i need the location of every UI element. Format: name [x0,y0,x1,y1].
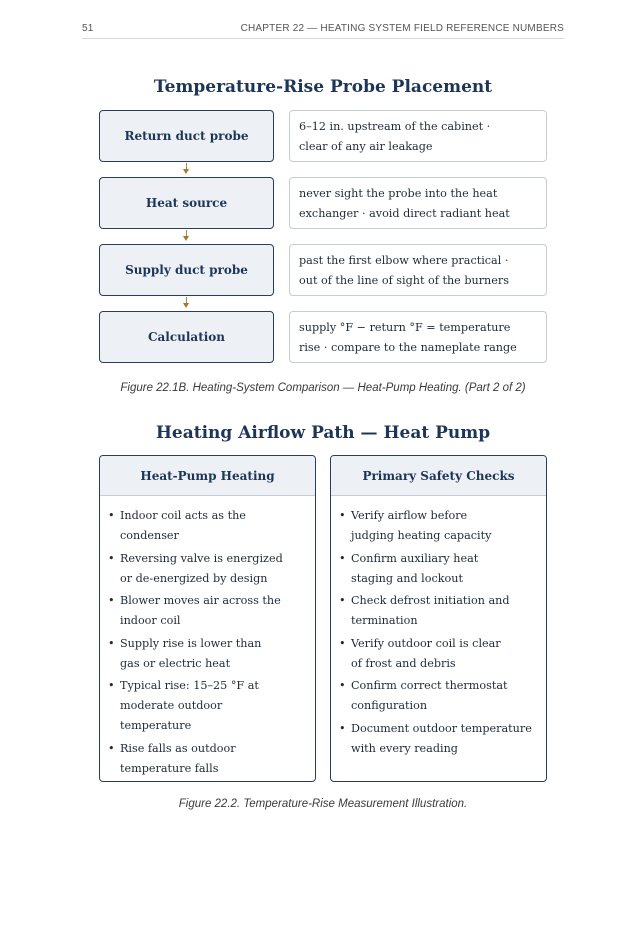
bullet-icon: • [108,551,115,565]
note-line: exchanger · avoid direct radiant heat [299,207,510,220]
list-item-line: Rise falls as outdoor [120,741,236,755]
list-item-line: moderate outdoor [120,699,223,712]
step-box-calculation: Calculation [99,311,274,363]
list-item-line: Indoor coil acts as the [120,509,246,522]
list-item [339,676,536,716]
arrow-down-icon [183,236,189,241]
note-line: out of the line of sight of the burners [299,274,509,287]
chapter-title: CHAPTER 22 — HEATING SYSTEM FIELD REFERENCE NUMBERS [240,23,564,34]
figure-1-title: Temperature-Rise Probe Placement [153,77,493,97]
bullet-icon: • [108,741,115,755]
list-item-line: Blower moves air across the [120,594,281,607]
panel-heat-pump-heating [99,455,316,782]
list-item-line: of frost and debris [351,656,456,670]
list-item-line: Typical rise: 15–25 °F at [120,679,259,692]
bullet-icon: • [108,594,115,607]
list-item-line: Confirm auxiliary heat [351,551,479,565]
bullet-icon: • [339,636,346,650]
step-box-supply-duct-probe: Supply duct probe [99,244,274,296]
list-item-line: gas or electric heat [120,656,231,670]
step-note-heat-source [289,177,547,229]
list-item [108,549,305,589]
list-item [339,719,536,759]
panel-heading: Heat-Pump Heating [100,456,315,496]
bullet-list [331,496,546,759]
list-item-line: judging heating capacity [351,529,492,542]
step-box-heat-source: Heat source [99,177,274,229]
list-item-line: condenser [120,529,179,542]
arrow-down-icon [183,169,189,174]
note-line: past the first elbow where practical · [299,254,509,267]
panel-heading: Primary Safety Checks [331,456,546,496]
note-line: supply °F − return °F = temperature [299,321,511,334]
list-item [108,591,305,631]
step-note-supply-duct-probe [289,244,547,296]
list-item [108,506,305,546]
figure-1-caption: Figure 22.1B. Heating-System Comparison — Heat-Pump Heating. (Part 2 of 2) [120,382,526,394]
step-note-return-duct-probe [289,110,547,162]
bullet-icon: • [339,509,346,522]
figure-2-title: Heating Airflow Path — Heat Pump [155,423,491,443]
list-item-line: temperature falls [120,761,219,775]
list-item [339,506,536,546]
bullet-icon: • [108,509,115,522]
arrow-down-icon [183,303,189,308]
list-item-line: Supply rise is lower than [120,636,262,650]
list-item [108,634,305,674]
list-item-line: termination [351,614,418,627]
list-item-line: or de-energized by design [120,571,268,585]
step-note-calculation [289,311,547,363]
list-item [339,634,536,674]
list-item-line: indoor coil [120,614,181,627]
list-item-line: Check defrost initiation and [351,594,510,607]
running-head [82,18,564,39]
list-item [339,591,536,631]
list-item-line: Reversing valve is energized [120,551,283,565]
list-item-line: staging and lockout [351,571,463,585]
list-item [339,549,536,589]
step-box-return-duct-probe: Return duct probe [99,110,274,162]
figure-2-caption: Figure 22.2. Temperature-Rise Measurement Illustration. [178,798,468,810]
bullet-list [100,496,315,779]
list-item-line: Verify outdoor coil is clear [351,636,501,650]
panel-primary-safety-checks [330,455,547,782]
list-item-line: with every reading [351,741,458,755]
page-number: 51 [82,23,94,34]
bullet-icon: • [108,679,115,692]
list-item [108,676,305,736]
bullet-icon: • [108,636,115,650]
list-item [108,739,305,779]
list-item-line: configuration [351,699,428,712]
note-line: rise · compare to the nameplate range [299,341,517,354]
bullet-icon: • [339,551,346,565]
bullet-icon: • [339,721,346,735]
list-item-line: Verify airflow before [351,509,468,522]
list-item-line: Confirm correct thermostat [351,679,508,692]
bullet-icon: • [339,679,346,692]
bullet-icon: • [339,594,346,607]
list-item-line: temperature [120,719,192,732]
note-line: clear of any air leakage [299,140,433,153]
list-item-line: Document outdoor temperature [351,721,532,735]
note-line: 6–12 in. upstream of the cabinet · [299,120,491,133]
note-line: never sight the probe into the heat [299,187,498,200]
